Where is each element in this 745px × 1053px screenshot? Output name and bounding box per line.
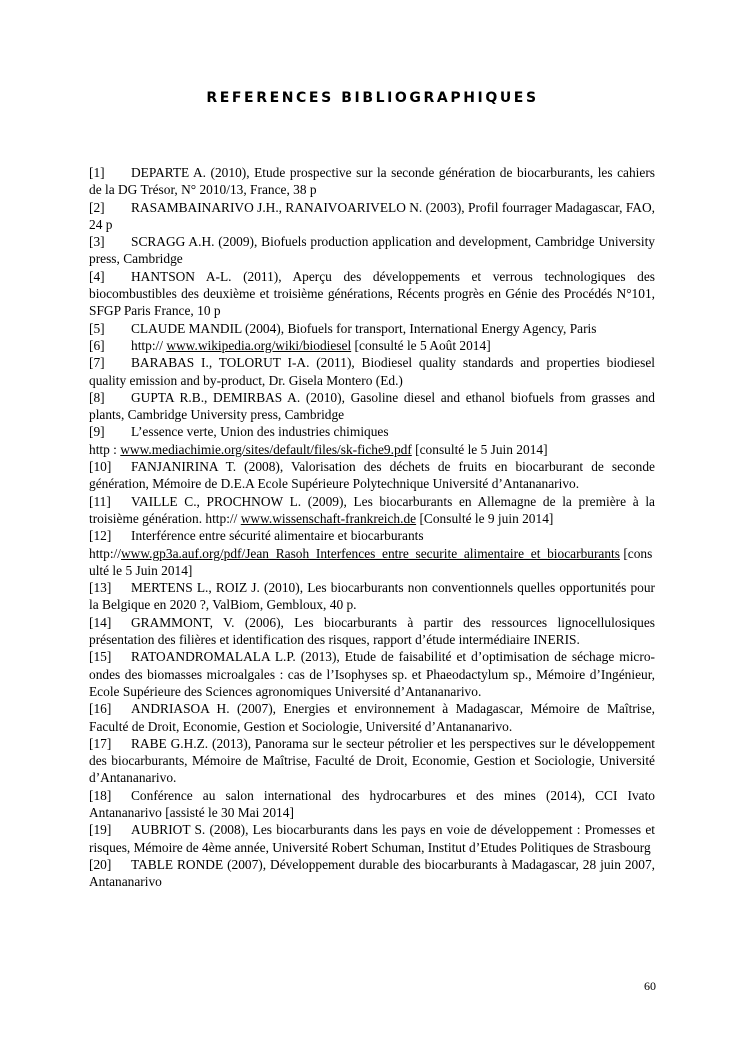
reference-item: [89, 527, 655, 579]
reference-number: [7]: [89, 355, 105, 371]
reference-item: [89, 199, 655, 234]
reference-text: RATOANDROMALALA L.P. (2013), Etude de faisabilité et d’optimisation de séchage micro-ondes des biomasses microalgales : cas de l’Isophyses sp. et Phaeodactylum sp., Mémoire d’Ingénieur, Ecole Supérieure des Sciences agronomiques Université d’Antananarivo.: [89, 649, 655, 699]
reference-number: [4]: [89, 268, 105, 284]
reference-number: [19]: [89, 822, 112, 838]
reference-number: [12]: [89, 528, 112, 544]
page-number: 60: [644, 979, 656, 993]
reference-item: [89, 648, 655, 700]
reference-number: [17]: [89, 735, 112, 751]
reference-text: CLAUDE MANDIL (2004), Biofuels for transport, International Energy Agency, Paris: [131, 320, 597, 336]
reference-text: http://: [89, 545, 121, 561]
reference-item: [89, 164, 655, 199]
reference-text: GRAMMONT, V. (2006), Les biocarburants à partir des ressources lignocellulosiques présentation des filières et identification des risques, rapport d’étude intermédiaire INERIS.: [89, 614, 655, 648]
reference-text: BARABAS I., TOLORUT I-A. (2011), Biodiesel quality standards and properties biodiesel quality emission and by-product, Dr. Gisela Montero (Ed.): [89, 355, 655, 388]
reference-number: [3]: [89, 234, 105, 250]
reference-item: [89, 233, 655, 268]
reference-item: [89, 320, 655, 337]
reference-item: [89, 579, 655, 614]
reference-number: [8]: [89, 389, 105, 405]
reference-text: Interférence entre sécurité alimentaire et biocarburants: [131, 528, 424, 544]
reference-item: [89, 493, 655, 528]
reference-text: MERTENS L., ROIZ J. (2010), Les biocarburants non conventionnels quelles opportunités pour la Belgique en 2020 ?, ValBiom, Gembloux, 40 p.: [89, 580, 655, 613]
reference-text: DEPARTE A. (2010), Etude prospective sur la seconde génération de biocarburants, les cahiers de la DG Trésor, N° 2010/13, France, 38 p: [89, 165, 655, 198]
reference-text: http://: [131, 337, 167, 353]
reference-number: [16]: [89, 701, 112, 717]
reference-number: [11]: [89, 493, 111, 509]
reference-item: [89, 458, 655, 493]
reference-text: GUPTA R.B., DEMIRBAS A. (2010), Gasoline diesel and ethanol biofuels from grasses and plants, Cambridge University press, Cambridge: [89, 389, 655, 423]
reference-number: [2]: [89, 199, 105, 215]
reference-text: SCRAGG A.H. (2009), Biofuels production application and development, Cambridge University press, Cambridge: [89, 234, 655, 267]
reference-item: [89, 268, 655, 320]
reference-text: AUBRIOT S. (2008), Les biocarburants dans les pays en voie de développement : Promesses et risques, Mémoire de 4ème année, Université Robert Schuman, Institut d’Etudes Politiques de Strasbourg: [89, 822, 655, 855]
reference-text: http :: [89, 441, 121, 457]
reference-text: RASAMBAINARIVO J.H., RANAIVOARIVELO N. (2003), Profil fourrager Madagascar, FAO, 24 p: [89, 199, 655, 232]
reference-link[interactable]: www.gp3a.auf.org/pdf/Jean_Rasoh_Interfences_entre_securite_alimentaire_et_biocarburants: [121, 545, 620, 561]
reference-list: [89, 164, 655, 890]
reference-number: [13]: [89, 580, 112, 596]
reference-number: [5]: [89, 320, 105, 336]
reference-text: FANJANIRINA T. (2008), Valorisation des déchets de fruits en biocarburant de seconde génération, Mémoire de D.E.A Ecole Supérieure Polytechnique Université d’Antananarivo.: [89, 459, 655, 492]
page-title: REFERENCES BIBLIOGRAPHIQUES: [206, 90, 539, 106]
reference-item: [89, 700, 655, 735]
reference-item: [89, 856, 655, 891]
reference-text: Conférence au salon international des hydrocarbures et des mines (2014), CCI Ivato Antananarivo [assisté le 30 Mai 2014]: [89, 787, 655, 820]
reference-link[interactable]: www.mediachimie.org/sites/default/files/sk-fiche9.pdf: [120, 441, 412, 457]
reference-text: L’essence verte, Union des industries chimiques: [131, 424, 389, 440]
reference-number: [10]: [89, 459, 112, 475]
reference-link[interactable]: www.wissenschaft-frankreich.de: [240, 510, 417, 526]
reference-number: [9]: [89, 424, 105, 440]
reference-text: ANDRIASOA H. (2007), Energies et environnement à Madagascar, Mémoire de Maîtrise, Faculté de Droit, Economie, Gestion et Sociologie, Université d’Antananarivo.: [89, 701, 655, 734]
reference-text: [consulté le 5 Juin 2014]: [89, 545, 653, 578]
reference-number: [20]: [89, 856, 112, 872]
reference-item: [89, 735, 655, 787]
reference-text: RABE G.H.Z. (2013), Panorama sur le secteur pétrolier et les perspectives sur le développement des biocarburants, Mémoire de Maîtrise, Faculté de Droit, Economie, Gestion et Sociologie, Université d’Antananarivo.: [89, 735, 655, 786]
reference-number: [15]: [89, 649, 112, 665]
reference-text: TABLE RONDE (2007), Développement durable des biocarburants à Madagascar, 28 juin 2007, Antananarivo: [89, 856, 655, 890]
reference-item: [89, 821, 655, 856]
reference-item: [89, 354, 655, 389]
reference-item: [89, 787, 655, 822]
reference-number: [14]: [89, 614, 112, 630]
reference-text: HANTSON A-L. (2011), Aperçu des développements et verrous technologiques des biocombustibles des deuxième et troisième générations, Récents progrès en Génie des Procédés N°101, SFGP Paris France, 10 p: [89, 268, 655, 319]
reference-item: [89, 423, 655, 458]
reference-text: [consulté le 5 Août 2014]: [351, 337, 491, 353]
reference-link[interactable]: www.wikipedia.org/wiki/biodiesel: [166, 337, 352, 353]
reference-item: [89, 389, 655, 424]
reference-text: [consulté le 5 Juin 2014]: [411, 441, 548, 457]
reference-item: [89, 614, 655, 649]
reference-number: [6]: [89, 337, 105, 353]
reference-number: [18]: [89, 787, 112, 803]
reference-item: [89, 337, 655, 354]
reference-text: VAILLE C., PROCHNOW L. (2009), Les biocarburants en Allemagne de la première à la troisième génération. http://: [89, 493, 655, 526]
reference-number: [1]: [89, 165, 105, 180]
reference-text: [Consulté le 9 juin 2014]: [416, 510, 554, 526]
